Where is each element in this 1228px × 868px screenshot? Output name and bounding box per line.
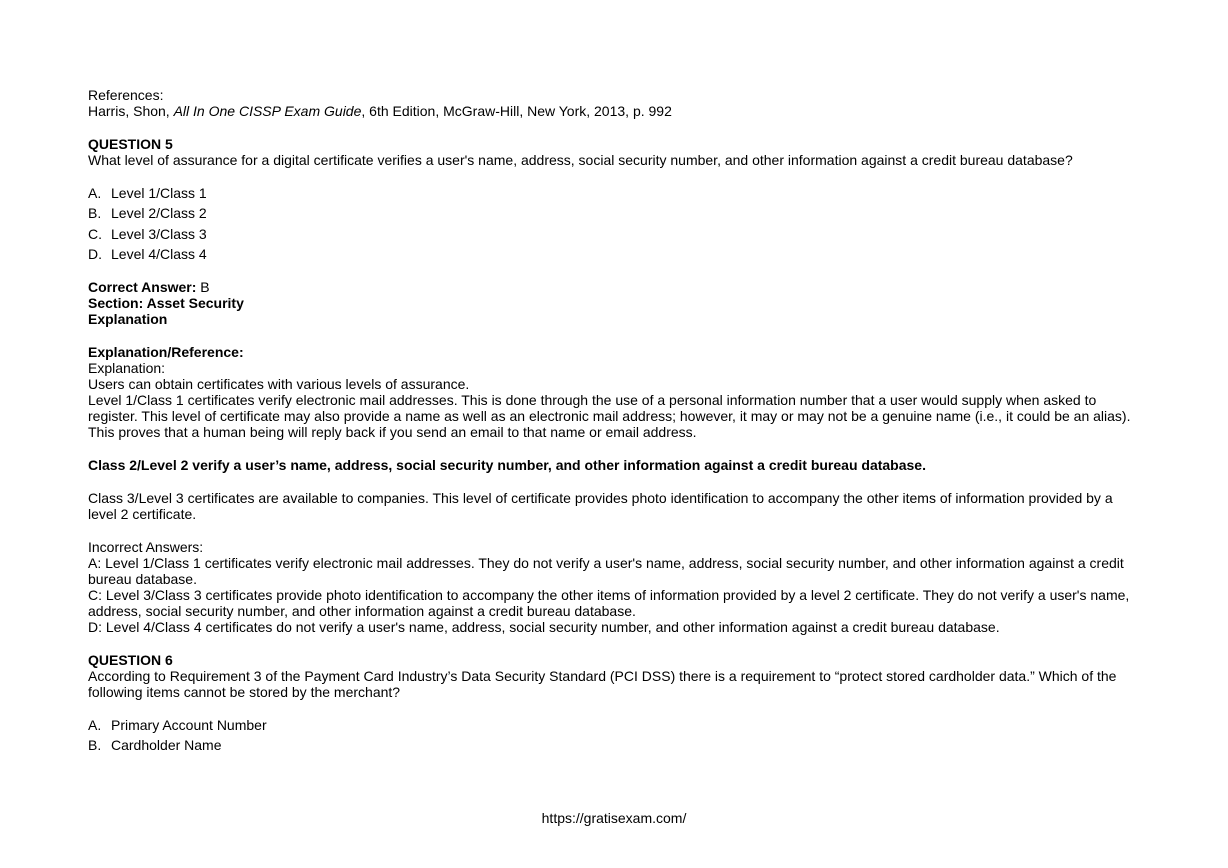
section-label: Section: Asset Security bbox=[88, 294, 244, 311]
correct-answer-value: B bbox=[196, 278, 210, 295]
option-letter: D. bbox=[88, 245, 102, 262]
correct-answer-label: Correct Answer: bbox=[88, 278, 197, 295]
option-text: Cardholder Name bbox=[111, 737, 222, 754]
option-letter: C. bbox=[88, 225, 102, 242]
option-text: Primary Account Number bbox=[111, 716, 267, 733]
explanation-paragraph-3: Class 3/Level 3 certificates are available to companies. This level of certificate provides photo identification to accompany the other items of information provided by a level 2 certificate. bbox=[88, 489, 1113, 522]
option-letter: B. bbox=[88, 205, 102, 222]
references-label: References: bbox=[88, 87, 164, 103]
option-text: Level 3/Class 3 bbox=[111, 225, 207, 242]
option-a bbox=[88, 717, 1143, 733]
question-6-heading: QUESTION 6 bbox=[88, 651, 173, 668]
footer-url: https://gratisexam.com/ bbox=[541, 810, 687, 826]
option-text: Level 4/Class 4 bbox=[111, 245, 207, 262]
incorrect-answers-label: Incorrect Answers: bbox=[88, 538, 204, 555]
option-letter: A. bbox=[88, 185, 102, 201]
option-a bbox=[88, 185, 1143, 201]
option-letter: A. bbox=[88, 716, 102, 733]
explanation-reference-heading: Explanation/Reference: bbox=[88, 343, 244, 360]
incorrect-answer-c: C: Level 3/Class 3 certificates provide photo identification to accompany the other items of information provided by a level 2 certificate. They do not verify a user's name, address, social security number, and other information against a credit bureau database. bbox=[88, 586, 1130, 619]
reference-citation bbox=[88, 103, 1143, 119]
option-b bbox=[88, 737, 1143, 753]
option-text: Level 2/Class 2 bbox=[111, 205, 207, 222]
reference-book-title: All In One CISSP Exam Guide bbox=[173, 103, 362, 119]
option-text: Level 1/Class 1 bbox=[111, 185, 207, 201]
correct-answer bbox=[88, 279, 1143, 295]
option-d bbox=[88, 246, 1143, 262]
question-6-options bbox=[88, 717, 1143, 753]
explanation-paragraph-1: Users can obtain certificates with various levels of assurance. bbox=[88, 375, 470, 392]
question-6-text: According to Requirement 3 of the Payment Card Industry’s Data Security Standard (PCI DSS) there is a requirement to “protect stored cardholder data.” Which of the following items cannot be stored by the merchant? bbox=[88, 667, 1117, 700]
incorrect-answer-a: A: Level 1/Class 1 certificates verify electronic mail addresses. They do not verify a user's name, address, social security number, and other information against a credit bureau database. bbox=[88, 554, 1124, 587]
explanation-paragraph-2: Level 1/Class 1 certificates verify electronic mail addresses. This is done through the use of a personal information number that a user would supply when asked to register. This level of certificate may also provide a name as well as an electronic mail address; however, it may or may not be a genuine name (i.e., it could be an alias). This proves that a human being will reply back if you send an email to that name or email address. bbox=[88, 391, 1131, 440]
question-5-heading: QUESTION 5 bbox=[88, 136, 173, 152]
question-5-text: What level of assurance for a digital certificate verifies a user's name, address, social security number, and other information against a credit bureau database? bbox=[88, 152, 1073, 168]
incorrect-answer-d: D: Level 4/Class 4 certificates do not verify a user's name, address, social security number, and other information against a credit bureau database. bbox=[88, 618, 1000, 635]
reference-author: Harris, Shon, bbox=[88, 103, 174, 119]
reference-details: , 6th Edition, McGraw-Hill, New York, 2013, p. 992 bbox=[361, 103, 672, 119]
explanation-heading: Explanation bbox=[88, 310, 168, 327]
document-page bbox=[88, 87, 1143, 770]
explanation-bold-paragraph: Class 2/Level 2 verify a user’s name, address, social security number, and other information against a credit bureau database. bbox=[88, 456, 926, 473]
explanation-label: Explanation: bbox=[88, 359, 166, 376]
option-c bbox=[88, 226, 1143, 242]
question-5-options bbox=[88, 185, 1143, 262]
option-letter: B. bbox=[88, 737, 102, 754]
option-b bbox=[88, 205, 1143, 221]
